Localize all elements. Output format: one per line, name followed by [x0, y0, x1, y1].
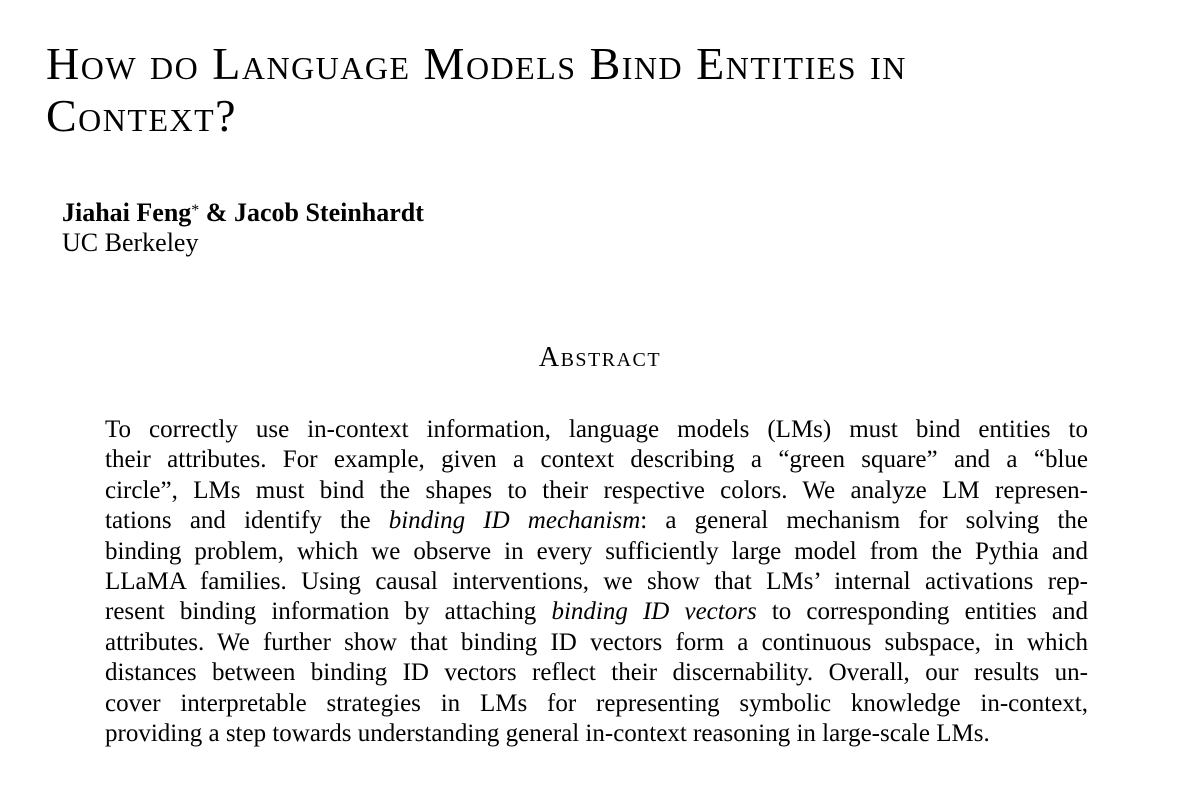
- abstract-line: [105, 537, 1088, 567]
- abstract-heading: Abstract: [538, 342, 662, 373]
- author-footnote-mark: *: [191, 202, 200, 219]
- abstract-text: tations and identify the: [105, 507, 389, 535]
- abstract-line: [105, 506, 1088, 536]
- author-block: [62, 198, 424, 258]
- author-2: & Jacob Steinhardt: [199, 198, 424, 227]
- author-1: Jiahai Feng: [62, 198, 192, 227]
- abstract-text: distances between binding ID vectors reflect their discernability. Overall, our results un-: [105, 659, 1088, 687]
- abstract-line: [105, 597, 1088, 627]
- abstract-text: their attributes. For example, given a context describing a “green square” and a “blue: [105, 446, 1088, 474]
- abstract-text: LLaMA families. Using causal interventions, we show that LMs’ internal activations rep-: [105, 568, 1088, 596]
- paper-title: [46, 38, 1156, 142]
- abstract-line: [105, 658, 1088, 688]
- abstract-text: providing a step towards understanding general in-context reasoning in large-scale LMs.: [105, 720, 990, 748]
- abstract-body: [105, 415, 1088, 749]
- abstract-line: [105, 476, 1088, 506]
- abstract-text: to corresponding entities and: [756, 598, 1089, 626]
- title-line-1: How do Language Models Bind Entities in: [46, 38, 907, 89]
- abstract-emphasis: binding ID vectors: [551, 598, 757, 626]
- abstract-text: binding problem, which we observe in every sufficiently large model from the Pythia and: [105, 537, 1088, 565]
- abstract-text: circle”, LMs must bind the shapes to their respective colors. We analyze LM represen-: [105, 476, 1088, 504]
- abstract-line: [105, 628, 1088, 658]
- abstract-line: [105, 719, 1088, 749]
- abstract-text: resent binding information by attaching: [105, 598, 552, 626]
- abstract-text: To correctly use in-context information, language models (LMs) must bind entities to: [105, 416, 1088, 443]
- abstract-line: [105, 415, 1088, 445]
- title-line-2: Context?: [46, 90, 238, 141]
- author-names: [62, 198, 424, 228]
- abstract-line: [105, 567, 1088, 597]
- abstract-line: [105, 445, 1088, 475]
- abstract-emphasis: binding ID mechanism: [388, 507, 641, 535]
- abstract-text: attributes. We further show that binding ID vectors form a continuous subspace, in which: [105, 628, 1088, 656]
- abstract-text: cover interpretable strategies in LMs for representing symbolic knowledge in-context,: [105, 689, 1088, 717]
- abstract-line: [105, 689, 1088, 719]
- abstract-text: : a general mechanism for solving the: [640, 507, 1089, 535]
- affiliation: UC Berkeley: [62, 228, 199, 257]
